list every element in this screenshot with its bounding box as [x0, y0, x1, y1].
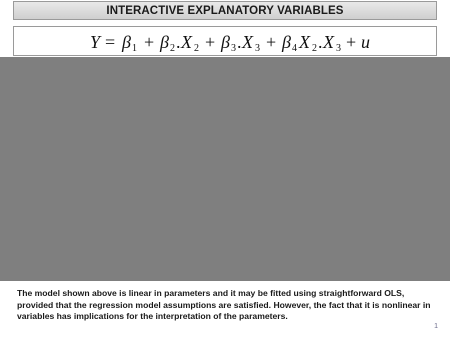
eq-x3-b: X	[323, 32, 334, 52]
eq-u: u	[361, 32, 370, 52]
page-number: 1	[434, 323, 438, 330]
eq-x2-b: X	[299, 32, 310, 52]
eq-y: Y	[90, 32, 101, 52]
eq-beta-1: β	[122, 32, 131, 52]
eq-x3-b-sub: 3	[336, 43, 341, 54]
eq-x2-b-sub: 2	[312, 43, 317, 54]
eq-beta-1-sub: 1	[132, 43, 137, 54]
eq-equals: =	[105, 32, 116, 52]
eq-dot-2: .	[237, 32, 242, 52]
eq-dot-3: .	[318, 32, 323, 52]
eq-plus-4: +	[346, 32, 357, 52]
eq-beta-3: β	[221, 32, 230, 52]
eq-plus-1: +	[144, 32, 155, 52]
eq-beta-2: β	[160, 32, 169, 52]
slide-title: INTERACTIVE EXPLANATORY VARIABLES	[106, 4, 344, 17]
eq-x2: X	[181, 32, 192, 52]
eq-x3-sub: 3	[255, 43, 260, 54]
eq-beta-4-sub: 4	[292, 43, 297, 54]
eq-x2-sub: 2	[194, 43, 199, 54]
caption-text: The model shown above is linear in parameters and it may be fitted using straightforward OLS, provided that the regression model assumptions are satisfied. However, the fact that it is nonlinear in variables has implications for the interpretation of the parameters.	[17, 288, 431, 322]
regression-equation	[14, 27, 436, 55]
eq-plus-2: +	[205, 32, 216, 52]
eq-beta-4: β	[282, 32, 291, 52]
content-area	[0, 57, 450, 281]
title-bar	[13, 1, 437, 20]
eq-dot-1: .	[176, 32, 181, 52]
eq-x3: X	[242, 32, 253, 52]
eq-plus-3: +	[266, 32, 277, 52]
eq-beta-3-sub: 3	[231, 43, 236, 54]
equation-box	[13, 26, 437, 56]
eq-beta-2-sub: 2	[170, 43, 175, 54]
